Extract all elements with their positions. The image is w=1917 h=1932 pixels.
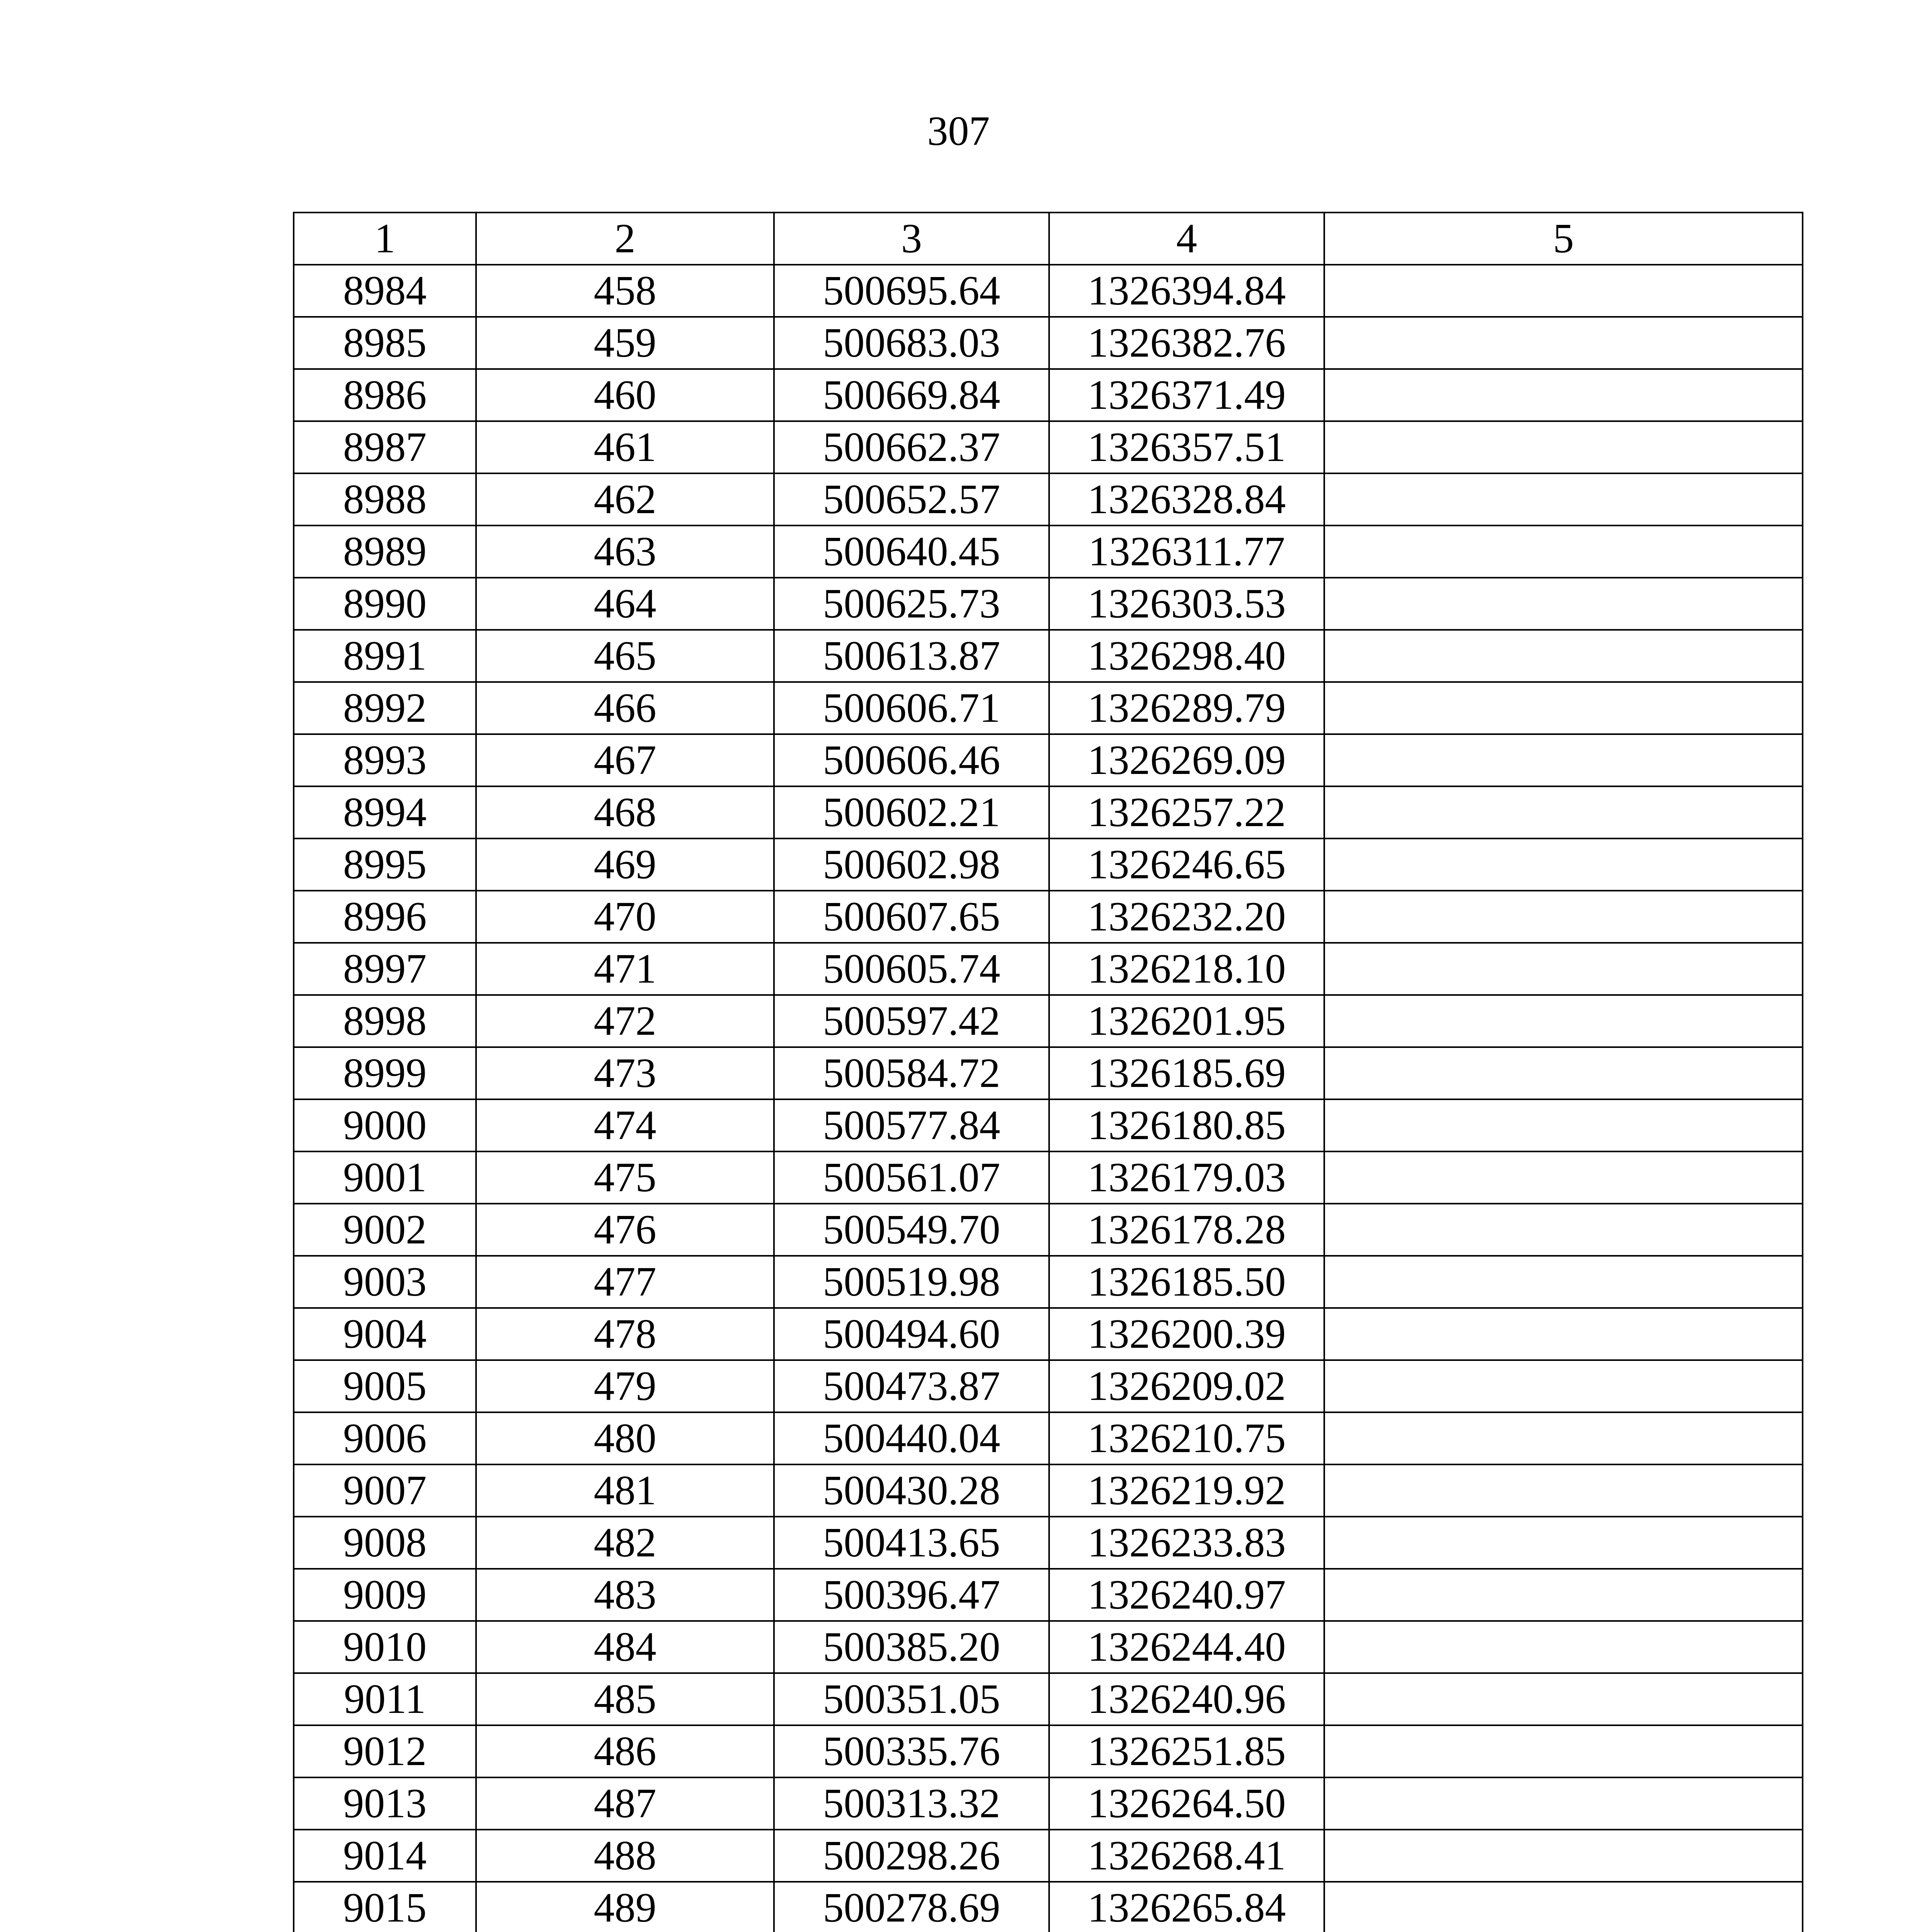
table-row (294, 891, 1803, 943)
table-cell-col-1: 8995 (294, 838, 476, 891)
table-cell-col-1: 8988 (294, 473, 476, 526)
table-cell-col-1: 9007 (294, 1464, 476, 1517)
table-cell-col-4: 1326219.92 (1049, 1464, 1324, 1517)
table-cell-col-1: 9002 (294, 1204, 476, 1256)
table-row (294, 1256, 1803, 1308)
table-row (294, 1464, 1803, 1517)
table-cell-col-4: 1326185.50 (1049, 1256, 1324, 1308)
table-cell-col-4: 1326264.50 (1049, 1777, 1324, 1830)
table-cell-col-2: 471 (476, 943, 774, 995)
table-cell-col-3: 500669.84 (774, 369, 1049, 421)
table-cell-col-3: 500440.04 (774, 1412, 1049, 1464)
table-row (294, 1830, 1803, 1882)
table-cell-col-2: 466 (476, 682, 774, 734)
table-cell-col-5 (1324, 1099, 1803, 1151)
table-cell-col-2: 463 (476, 526, 774, 578)
table-row (294, 1569, 1803, 1621)
table-cell-col-1: 9013 (294, 1777, 476, 1830)
table-cell-col-2: 487 (476, 1777, 774, 1830)
table-cell-col-3: 500549.70 (774, 1204, 1049, 1256)
table-cell-col-4: 1326210.75 (1049, 1412, 1324, 1464)
table-cell-col-2: 472 (476, 995, 774, 1047)
table-cell-col-2: 478 (476, 1308, 774, 1360)
table-cell-col-5 (1324, 1151, 1803, 1204)
table-cell-col-2: 489 (476, 1882, 774, 1932)
table-cell-col-4: 1326251.85 (1049, 1725, 1324, 1777)
table-cell-col-4: 1326233.83 (1049, 1517, 1324, 1569)
table-row (294, 1308, 1803, 1360)
table-cell-col-3: 500605.74 (774, 943, 1049, 995)
table-cell-col-5 (1324, 1673, 1803, 1725)
table-cell-col-4: 1326232.20 (1049, 891, 1324, 943)
table-row (294, 317, 1803, 369)
table-cell-col-5 (1324, 1830, 1803, 1882)
table-cell-col-2: 480 (476, 1412, 774, 1464)
table-cell-col-1: 9015 (294, 1882, 476, 1932)
column-header-3: 3 (774, 213, 1049, 265)
table-cell-col-1: 8993 (294, 734, 476, 786)
table-cell-col-4: 1326244.40 (1049, 1621, 1324, 1673)
table-cell-col-3: 500640.45 (774, 526, 1049, 578)
table-cell-col-3: 500396.47 (774, 1569, 1049, 1621)
table-cell-col-4: 1326209.02 (1049, 1360, 1324, 1412)
table-cell-col-5 (1324, 1360, 1803, 1412)
table-cell-col-2: 485 (476, 1673, 774, 1725)
table-cell-col-2: 459 (476, 317, 774, 369)
column-header-4: 4 (1049, 213, 1324, 265)
table-cell-col-3: 500662.37 (774, 421, 1049, 473)
table-cell-col-2: 486 (476, 1725, 774, 1777)
table-header-row (294, 213, 1803, 265)
table-body (294, 265, 1803, 1932)
table-row (294, 1673, 1803, 1725)
table-cell-col-5 (1324, 630, 1803, 682)
table-cell-col-3: 500652.57 (774, 473, 1049, 526)
column-header-2: 2 (476, 213, 774, 265)
table-row (294, 1047, 1803, 1099)
table-row (294, 421, 1803, 473)
table-cell-col-2: 474 (476, 1099, 774, 1151)
table-cell-col-1: 8986 (294, 369, 476, 421)
table-cell-col-2: 464 (476, 578, 774, 630)
table-cell-col-5 (1324, 421, 1803, 473)
table-cell-col-1: 9011 (294, 1673, 476, 1725)
table-cell-col-3: 500607.65 (774, 891, 1049, 943)
table-cell-col-1: 8999 (294, 1047, 476, 1099)
table-cell-col-1: 9012 (294, 1725, 476, 1777)
table-cell-col-5 (1324, 1308, 1803, 1360)
table-cell-col-5 (1324, 473, 1803, 526)
table-cell-col-4: 1326185.69 (1049, 1047, 1324, 1099)
table-cell-col-2: 469 (476, 838, 774, 891)
table-cell-col-4: 1326257.22 (1049, 786, 1324, 838)
table-cell-col-2: 470 (476, 891, 774, 943)
table-cell-col-1: 8989 (294, 526, 476, 578)
table-cell-col-2: 458 (476, 265, 774, 317)
table-cell-col-2: 465 (476, 630, 774, 682)
table-cell-col-4: 1326201.95 (1049, 995, 1324, 1047)
table-cell-col-5 (1324, 1047, 1803, 1099)
table-cell-col-3: 500519.98 (774, 1256, 1049, 1308)
table-cell-col-3: 500606.71 (774, 682, 1049, 734)
table-cell-col-1: 9014 (294, 1830, 476, 1882)
table-cell-col-3: 500298.26 (774, 1830, 1049, 1882)
table-cell-col-1: 8994 (294, 786, 476, 838)
table-cell-col-2: 483 (476, 1569, 774, 1621)
table-cell-col-3: 500413.65 (774, 1517, 1049, 1569)
table-cell-col-4: 1326289.79 (1049, 682, 1324, 734)
table-row (294, 995, 1803, 1047)
table-cell-col-5 (1324, 1517, 1803, 1569)
table-cell-col-5 (1324, 1464, 1803, 1517)
table-cell-col-3: 500625.73 (774, 578, 1049, 630)
table-cell-col-5 (1324, 1777, 1803, 1830)
table-cell-col-1: 9003 (294, 1256, 476, 1308)
table-cell-col-4: 1326246.65 (1049, 838, 1324, 891)
table-cell-col-4: 1326178.28 (1049, 1204, 1324, 1256)
table-cell-col-1: 9008 (294, 1517, 476, 1569)
table-cell-col-1: 8996 (294, 891, 476, 943)
column-header-5: 5 (1324, 213, 1803, 265)
table-cell-col-4: 1326218.10 (1049, 943, 1324, 995)
table-cell-col-1: 9010 (294, 1621, 476, 1673)
table-row (294, 1777, 1803, 1830)
table-cell-col-3: 500613.87 (774, 630, 1049, 682)
table-cell-col-2: 475 (476, 1151, 774, 1204)
table-cell-col-1: 8990 (294, 578, 476, 630)
table-cell-col-2: 476 (476, 1204, 774, 1256)
table-cell-col-4: 1326240.97 (1049, 1569, 1324, 1621)
table-row (294, 838, 1803, 891)
table-row (294, 1360, 1803, 1412)
table-cell-col-1: 9005 (294, 1360, 476, 1412)
table-cell-col-4: 1326265.84 (1049, 1882, 1324, 1932)
table-cell-col-5 (1324, 786, 1803, 838)
table-row (294, 578, 1803, 630)
table-cell-col-5 (1324, 1412, 1803, 1464)
table-cell-col-4: 1326240.96 (1049, 1673, 1324, 1725)
table-cell-col-2: 473 (476, 1047, 774, 1099)
table-cell-col-2: 481 (476, 1464, 774, 1517)
table-cell-col-3: 500695.64 (774, 265, 1049, 317)
table-cell-col-5 (1324, 369, 1803, 421)
table-cell-col-1: 9009 (294, 1569, 476, 1621)
table-row (294, 1151, 1803, 1204)
table-cell-col-4: 1326382.76 (1049, 317, 1324, 369)
table-row (294, 1517, 1803, 1569)
table-cell-col-5 (1324, 578, 1803, 630)
table-cell-col-2: 484 (476, 1621, 774, 1673)
table-cell-col-2: 460 (476, 369, 774, 421)
table-cell-col-4: 1326298.40 (1049, 630, 1324, 682)
table-cell-col-5 (1324, 1621, 1803, 1673)
table-cell-col-3: 500561.07 (774, 1151, 1049, 1204)
table-cell-col-3: 500597.42 (774, 995, 1049, 1047)
table-cell-col-2: 488 (476, 1830, 774, 1882)
table-cell-col-1: 8991 (294, 630, 476, 682)
table-cell-col-5 (1324, 1882, 1803, 1932)
table-cell-col-3: 500335.76 (774, 1725, 1049, 1777)
table-cell-col-1: 9004 (294, 1308, 476, 1360)
table-row (294, 1882, 1803, 1932)
table-row (294, 1204, 1803, 1256)
table-cell-col-2: 468 (476, 786, 774, 838)
table-cell-col-2: 477 (476, 1256, 774, 1308)
table-cell-col-5 (1324, 891, 1803, 943)
table-cell-col-5 (1324, 995, 1803, 1047)
table-cell-col-1: 9000 (294, 1099, 476, 1151)
table-cell-col-3: 500606.46 (774, 734, 1049, 786)
table-cell-col-4: 1326328.84 (1049, 473, 1324, 526)
table-cell-col-4: 1326394.84 (1049, 265, 1324, 317)
table-cell-col-4: 1326371.49 (1049, 369, 1324, 421)
table-cell-col-5 (1324, 1569, 1803, 1621)
table-row (294, 526, 1803, 578)
table-row (294, 786, 1803, 838)
table-cell-col-1: 8984 (294, 265, 476, 317)
table-cell-col-3: 500278.69 (774, 1882, 1049, 1932)
table-cell-col-4: 1326303.53 (1049, 578, 1324, 630)
table-row (294, 473, 1803, 526)
table-cell-col-5 (1324, 265, 1803, 317)
table-cell-col-1: 8998 (294, 995, 476, 1047)
table-cell-col-2: 461 (476, 421, 774, 473)
table-cell-col-4: 1326268.41 (1049, 1830, 1324, 1882)
table-cell-col-3: 500494.60 (774, 1308, 1049, 1360)
table-cell-col-4: 1326269.09 (1049, 734, 1324, 786)
table-cell-col-5 (1324, 838, 1803, 891)
table-cell-col-1: 8992 (294, 682, 476, 734)
table-cell-col-4: 1326311.77 (1049, 526, 1324, 578)
table-cell-col-5 (1324, 682, 1803, 734)
table-cell-col-3: 500473.87 (774, 1360, 1049, 1412)
table-row (294, 369, 1803, 421)
table-cell-col-1: 8997 (294, 943, 476, 995)
table-cell-col-1: 8985 (294, 317, 476, 369)
table-cell-col-5 (1324, 526, 1803, 578)
table-row (294, 734, 1803, 786)
table-cell-col-5 (1324, 1256, 1803, 1308)
page-number: 307 (927, 108, 990, 154)
table-cell-col-1: 8987 (294, 421, 476, 473)
table-cell-col-3: 500351.05 (774, 1673, 1049, 1725)
table-cell-col-5 (1324, 1725, 1803, 1777)
table-row (294, 943, 1803, 995)
table-cell-col-5 (1324, 943, 1803, 995)
table-cell-col-3: 500385.20 (774, 1621, 1049, 1673)
table-cell-col-5 (1324, 1204, 1803, 1256)
table-cell-col-2: 479 (476, 1360, 774, 1412)
table-row (294, 265, 1803, 317)
table-cell-col-3: 500584.72 (774, 1047, 1049, 1099)
table-cell-col-4: 1326200.39 (1049, 1308, 1324, 1360)
column-header-1: 1 (294, 213, 476, 265)
table-cell-col-2: 462 (476, 473, 774, 526)
table-row (294, 1099, 1803, 1151)
table-row (294, 1621, 1803, 1673)
table-cell-col-5 (1324, 734, 1803, 786)
table-cell-col-1: 9001 (294, 1151, 476, 1204)
coordinates-table (293, 212, 1803, 1932)
table-cell-col-5 (1324, 317, 1803, 369)
table-row (294, 1412, 1803, 1464)
table-row (294, 682, 1803, 734)
table-cell-col-3: 500430.28 (774, 1464, 1049, 1517)
table-cell-col-2: 482 (476, 1517, 774, 1569)
table-row (294, 630, 1803, 682)
table-cell-col-3: 500313.32 (774, 1777, 1049, 1830)
table-cell-col-3: 500602.21 (774, 786, 1049, 838)
table-cell-col-1: 9006 (294, 1412, 476, 1464)
table-cell-col-4: 1326180.85 (1049, 1099, 1324, 1151)
table-cell-col-3: 500683.03 (774, 317, 1049, 369)
table-row (294, 1725, 1803, 1777)
table-cell-col-3: 500577.84 (774, 1099, 1049, 1151)
table-cell-col-3: 500602.98 (774, 838, 1049, 891)
table-cell-col-2: 467 (476, 734, 774, 786)
table-cell-col-4: 1326357.51 (1049, 421, 1324, 473)
table-cell-col-4: 1326179.03 (1049, 1151, 1324, 1204)
